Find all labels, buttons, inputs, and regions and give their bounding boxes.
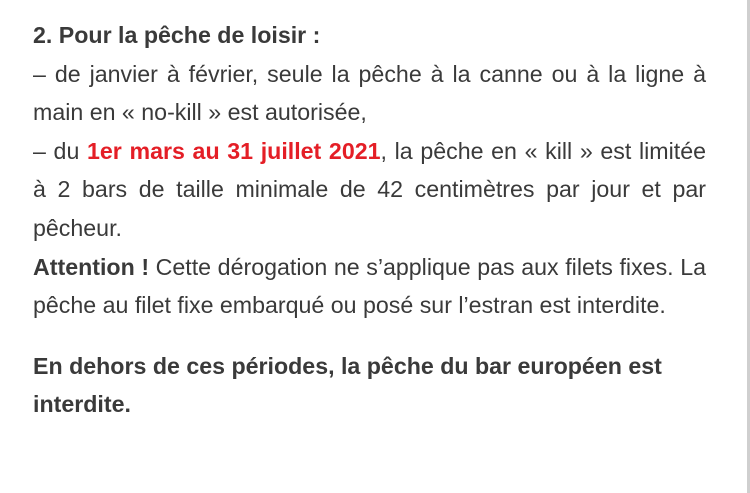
item-kill-prefix: – du (33, 137, 87, 164)
section-heading: 2. Pour la pêche de loisir : (33, 22, 321, 48)
attention-label: Attention ! (33, 253, 150, 280)
kill-period-highlight: 1er mars au 31 juillet 2021 (87, 137, 381, 164)
item-kill-suffix: , la pêche en « kill » est limitée à 2 bars de taille minimale de 42 centimètres par jour et par pêcheur. (33, 137, 706, 241)
attention-text: Cette dérogation ne s’applique pas aux filets fixes. La pêche au filet fixe embarqué ou posé sur l’estran est interdite. (33, 253, 707, 319)
item-no-kill: – de janvier à février, seule la pêche à la canne ou à la ligne à main en « no-kill » est autorisée, (33, 60, 706, 126)
conclusion-paragraph: En dehors de ces périodes, la pêche du bar européen est interdite. (33, 352, 662, 418)
regulation-paragraph (33, 16, 706, 325)
